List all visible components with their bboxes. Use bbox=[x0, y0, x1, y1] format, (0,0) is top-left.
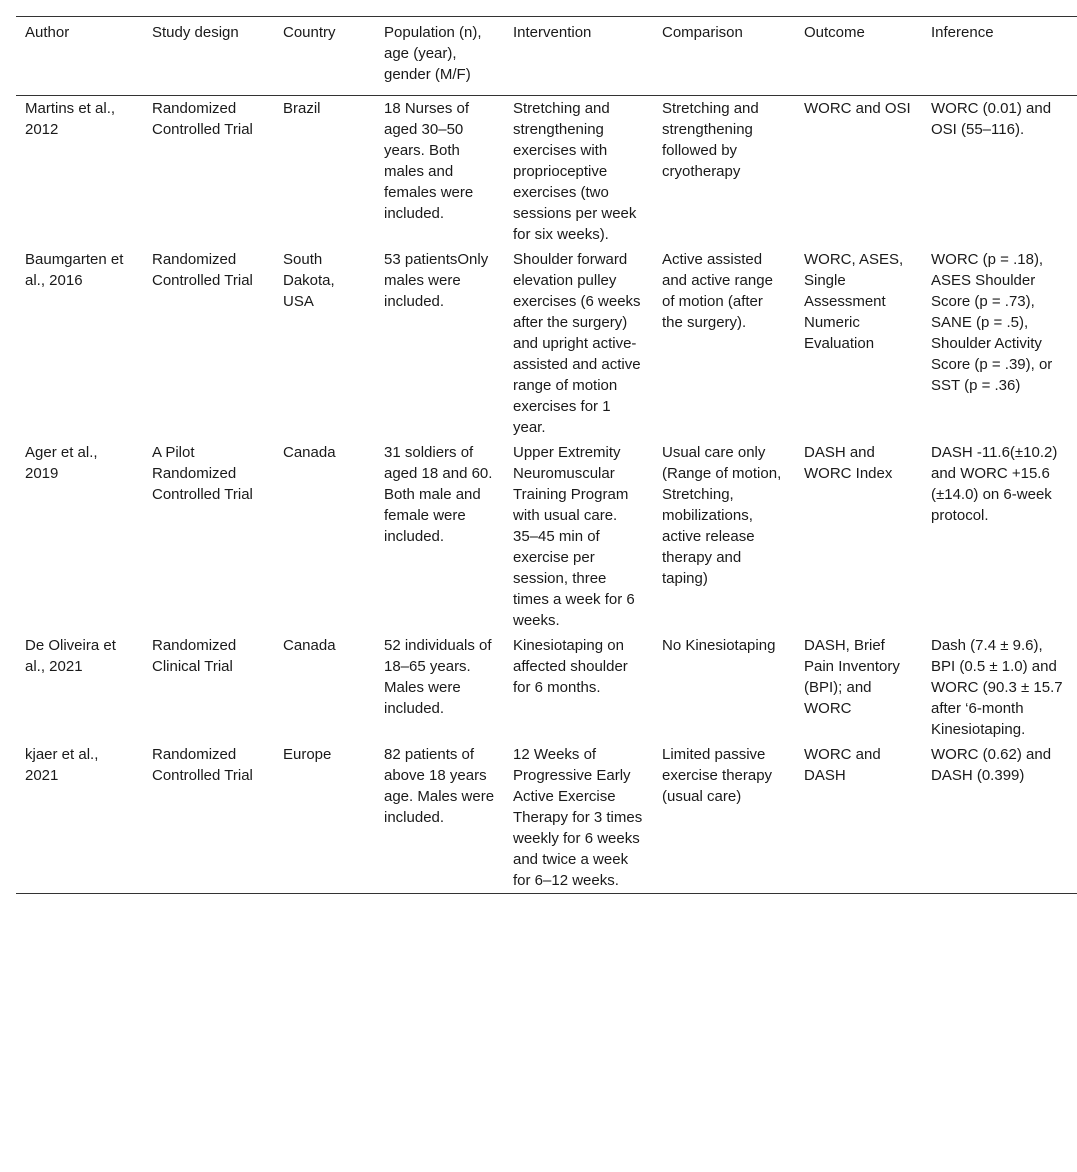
table-header bbox=[16, 17, 1077, 96]
cell-outcome: DASH and WORC Index bbox=[804, 444, 893, 482]
cell-inference: WORC (0.01) and OSI (55–116). bbox=[931, 100, 1052, 138]
cell-author: Ager et al., 2019 bbox=[25, 444, 98, 482]
header-study-design: Study design bbox=[152, 24, 239, 41]
cell-inference: WORC (p = .18), ASES Shoulder Score (p = .73), SANE (p = .5), Shoulder Activity Score (p = .39), or SST (p = .36) bbox=[931, 251, 1053, 394]
cell-outcome: WORC and OSI bbox=[804, 100, 911, 117]
cell-population: 18 Nurses of aged 30–50 years. Both males and females were included. bbox=[384, 100, 474, 222]
cell-intervention: 12 Weeks of Progressive Early Active Exercise Therapy for 3 times weekly for 6 weeks and twice a week for 6–12 weeks. bbox=[513, 746, 643, 889]
header-country: Country bbox=[283, 24, 336, 41]
cell-comparison: Usual care only (Range of motion, Stretching, mobilizations, active release therapy and taping) bbox=[662, 444, 782, 587]
table-body bbox=[16, 96, 1077, 894]
cell-inference: WORC (0.62) and DASH (0.399) bbox=[931, 746, 1052, 784]
cell-outcome: DASH, Brief Pain Inventory (BPI); and WORC bbox=[804, 637, 900, 717]
cell-country: South Dakota, USA bbox=[283, 251, 335, 310]
cell-population: 53 patientsOnly males were included. bbox=[384, 251, 489, 310]
table-row bbox=[16, 440, 1077, 633]
cell-comparison: Active assisted and active range of motion (after the surgery). bbox=[662, 251, 773, 331]
header-author: Author bbox=[25, 24, 70, 41]
cell-intervention: Kinesiotaping on affected shoulder for 6 months. bbox=[513, 637, 628, 696]
header-intervention: Intervention bbox=[513, 24, 592, 41]
cell-author: Martins et al., 2012 bbox=[25, 100, 116, 138]
cell-country: Canada bbox=[283, 444, 336, 461]
cell-design: Randomized Controlled Trial bbox=[152, 100, 253, 138]
cell-intervention: Upper Extremity Neuromuscular Training Program with usual care. 35–45 min of exercise per session, three times a week for 6 weeks. bbox=[513, 444, 635, 629]
cell-country: Canada bbox=[283, 637, 336, 654]
cell-outcome: WORC, ASES, Single Assessment Numeric Evaluation bbox=[804, 251, 904, 352]
cell-design: Randomized Controlled Trial bbox=[152, 746, 253, 784]
cell-design: A Pilot Randomized Controlled Trial bbox=[152, 444, 253, 503]
cell-comparison: Stretching and strengthening followed by cryotherapy bbox=[662, 100, 759, 180]
study-table-container bbox=[16, 16, 1077, 894]
cell-population: 31 soldiers of aged 18 and 60. Both male and female were included. bbox=[384, 444, 493, 545]
header-inference: Inference bbox=[931, 24, 994, 41]
cell-author: De Oliveira et al., 2021 bbox=[25, 637, 116, 675]
table-row bbox=[16, 247, 1077, 440]
cell-intervention: Stretching and strengthening exercises with proprioceptive exercises (two sessions per week for six weeks). bbox=[513, 100, 637, 243]
cell-intervention: Shoulder forward elevation pulley exercises (6 weeks after the surgery) and upright active-assisted and active range of motion exercises for 1 year. bbox=[513, 251, 641, 436]
cell-outcome: WORC and DASH bbox=[804, 746, 881, 784]
cell-country: Brazil bbox=[283, 100, 321, 117]
table-row bbox=[16, 633, 1077, 742]
study-table bbox=[16, 16, 1077, 894]
header-row bbox=[16, 17, 1077, 96]
cell-population: 52 individuals of 18–65 years. Males were included. bbox=[384, 637, 492, 717]
cell-author: kjaer et al., 2021 bbox=[25, 746, 99, 784]
cell-inference: Dash (7.4 ± 9.6), BPI (0.5 ± 1.0) and WORC (90.3 ± 15.7 after ‘6-month Kinesiotaping. bbox=[931, 637, 1063, 738]
cell-population: 82 patients of above 18 years age. Males were included. bbox=[384, 746, 495, 826]
cell-design: Randomized Controlled Trial bbox=[152, 251, 253, 289]
header-population: Population (n), age (year), gender (M/F) bbox=[384, 24, 482, 83]
cell-inference: DASH -11.6(±10.2) and WORC +15.6 (±14.0) on 6-week protocol. bbox=[931, 444, 1058, 524]
cell-country: Europe bbox=[283, 746, 332, 763]
cell-author: Baumgarten et al., 2016 bbox=[25, 251, 124, 289]
header-comparison: Comparison bbox=[662, 24, 743, 41]
cell-comparison: No Kinesiotaping bbox=[662, 637, 776, 654]
cell-comparison: Limited passive exercise therapy (usual care) bbox=[662, 746, 773, 805]
header-outcome: Outcome bbox=[804, 24, 865, 41]
table-row bbox=[16, 96, 1077, 248]
table-row bbox=[16, 742, 1077, 894]
cell-design: Randomized Clinical Trial bbox=[152, 637, 237, 675]
